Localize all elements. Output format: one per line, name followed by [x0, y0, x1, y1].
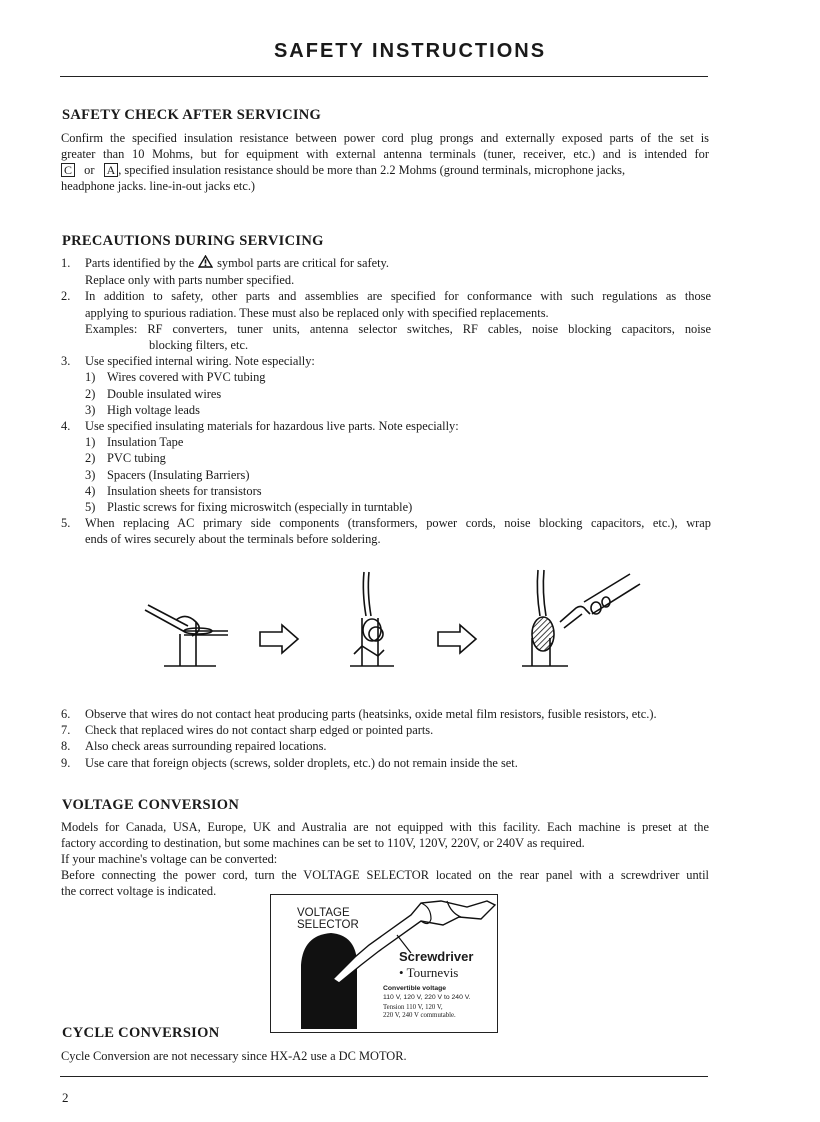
list-item: [61, 288, 711, 353]
item-2-line-2: applying to spurious radiation. These must also be replaced only with specified replacements.: [85, 305, 549, 320]
list-item: [61, 353, 711, 418]
item-number: 4.: [61, 419, 71, 434]
item-number: 3.: [61, 354, 71, 369]
voltage-line-2: factory according to destination, but some machines can be set to 110V, 120V, 220V, or 240V as required.: [61, 836, 585, 850]
voltage-line-3: If your machine's voltage can be converted:: [61, 852, 278, 866]
item-3-text: Use specified internal wiring. Note especially:: [85, 354, 315, 369]
cycle-conversion-text: Cycle Conversion are not necessary since HX-A2 use a DC MOTOR.: [61, 1049, 407, 1063]
voltage-selector-knob: [301, 933, 357, 1029]
item-4-text: Use specified insulating materials for hazardous live parts. Note especially:: [85, 419, 459, 434]
convertible-voltage-values: 110 V, 120 V, 220 V to 240 V.: [383, 994, 471, 1001]
item-2-line-4: blocking filters, etc.: [149, 338, 249, 353]
terminal-step-1: [145, 605, 228, 666]
list-item: 7. Check that replaced wires do not contact sharp edged or pointed parts.: [61, 723, 434, 738]
item-1-text-post: symbol parts are critical for safety.: [217, 256, 390, 270]
voltage-selector-figure: [270, 894, 498, 1033]
safety-check-line-3-rest: , specified insulation resistance should be more than 2.2 Mohms (ground terminals, microphone jacks,: [118, 163, 626, 177]
item-number: 1.: [61, 256, 71, 270]
sub-list-item: 1) Insulation Tape: [85, 435, 184, 450]
item-2-line-1: In addition to safety, other parts and assemblies are specified for conformance with such regulations as those: [85, 289, 711, 304]
screwdriver-label: Screwdriver: [399, 949, 474, 964]
item-1-text-pre: Parts identified by the: [85, 256, 195, 270]
item-1-continuation: Replace only with parts number specified.: [85, 273, 295, 288]
arrow-right-icon: [260, 625, 298, 653]
bottom-divider: [60, 1076, 708, 1077]
cycle-conversion-heading: CYCLE CONVERSION: [62, 1025, 220, 1041]
sub-list-item: 3) Spacers (Insulating Barriers): [85, 467, 250, 482]
page-title: SAFETY INSTRUCTIONS: [273, 40, 547, 62]
wire-wrapping-illustration: [140, 562, 660, 674]
item-5-line-2: ends of wires securely about the terminals before soldering.: [85, 532, 381, 547]
sub-list-item: 4) Insulation sheets for transistors: [85, 483, 262, 498]
precautions-list: [61, 255, 711, 548]
safety-check-line-1: Confirm the specified insulation resistance between power cord plug prongs and externally exposed parts of the set is: [61, 131, 709, 145]
item-number: 2.: [61, 289, 71, 304]
sub-list-item: 2) PVC tubing: [85, 451, 166, 466]
convertible-voltage-label: Convertible voltage: [383, 985, 447, 992]
warning-triangle-icon: [198, 255, 213, 272]
sub-list-item: 2) Double insulated wires: [85, 386, 222, 401]
safety-check-paragraph: [61, 130, 709, 194]
voltage-line-4: Before connecting the power cord, turn the VOLTAGE SELECTOR located on the rear panel with a screwdriver until: [61, 868, 709, 882]
class-a-box: A: [104, 163, 119, 177]
safety-check-heading: SAFETY CHECK AFTER SERVICING: [62, 107, 322, 123]
item-3-sublist: [85, 369, 711, 418]
top-divider: [60, 76, 708, 77]
precautions-list-continued: [61, 706, 711, 771]
voltage-line-1: Models for Canada, USA, Europe, UK and Australia are not equipped with this facility. Each machine is preset at the: [61, 820, 709, 834]
precautions-heading: PRECAUTIONS DURING SERVICING: [62, 233, 324, 249]
sub-list-item: 3) High voltage leads: [85, 402, 200, 417]
item-4-sublist: [85, 434, 711, 515]
terminal-step-3: [522, 570, 640, 666]
voltage-line-5: the correct voltage is indicated.: [61, 884, 217, 898]
tension-values: 220 V, 240 V commutable.: [383, 1012, 456, 1019]
voltage-conversion-heading: VOLTAGE CONVERSION: [62, 797, 240, 813]
safety-check-line-3: [61, 162, 709, 178]
sub-list-item: 1) Wires covered with PVC tubing: [85, 370, 266, 385]
sub-list-item: 5) Plastic screws for fixing microswitch (especially in turntable): [85, 500, 413, 515]
voltage-conversion-paragraph: [61, 819, 709, 899]
item-2-line-3: Examples: RF converters, tuner units, antenna selector switches, RF cables, noise blocking capacitors, noise: [85, 321, 711, 336]
terminal-step-2: [350, 572, 394, 666]
list-item: [61, 418, 711, 515]
voltage-selector-label: VOLTAGE SELECTOR: [297, 907, 359, 931]
list-item: [61, 255, 711, 288]
item-5-line-1: When replacing AC primary side components (transformers, power cords, noise blocking capacitors, etc.), wrap: [85, 516, 711, 531]
class-c-box: C: [61, 163, 75, 177]
safety-check-line-2: greater than 10 Mohms, but for equipment with external antenna terminals (tuner, receiver, etc.) and is intended for: [61, 147, 709, 161]
or-text: or: [84, 163, 95, 177]
tournevis-label: • Tournevis: [399, 965, 459, 980]
list-item: 9. Use care that foreign objects (screws, solder droplets, etc.) do not remain inside the set.: [61, 755, 518, 770]
list-item: 6. Observe that wires do not contact heat producing parts (heatsinks, oxide metal film resistors, fusible resistors, etc.).: [61, 707, 657, 721]
list-item: [61, 515, 711, 547]
page-number: 2: [62, 1090, 69, 1105]
arrow-right-icon: [438, 625, 476, 653]
tension-label: Tension 110 V, 120 V,: [383, 1004, 443, 1011]
item-number: 5.: [61, 516, 71, 531]
list-item: 8. Also check areas surrounding repaired locations.: [61, 739, 327, 754]
safety-check-line-4: headphone jacks. line-in-out jacks etc.): [61, 179, 256, 193]
